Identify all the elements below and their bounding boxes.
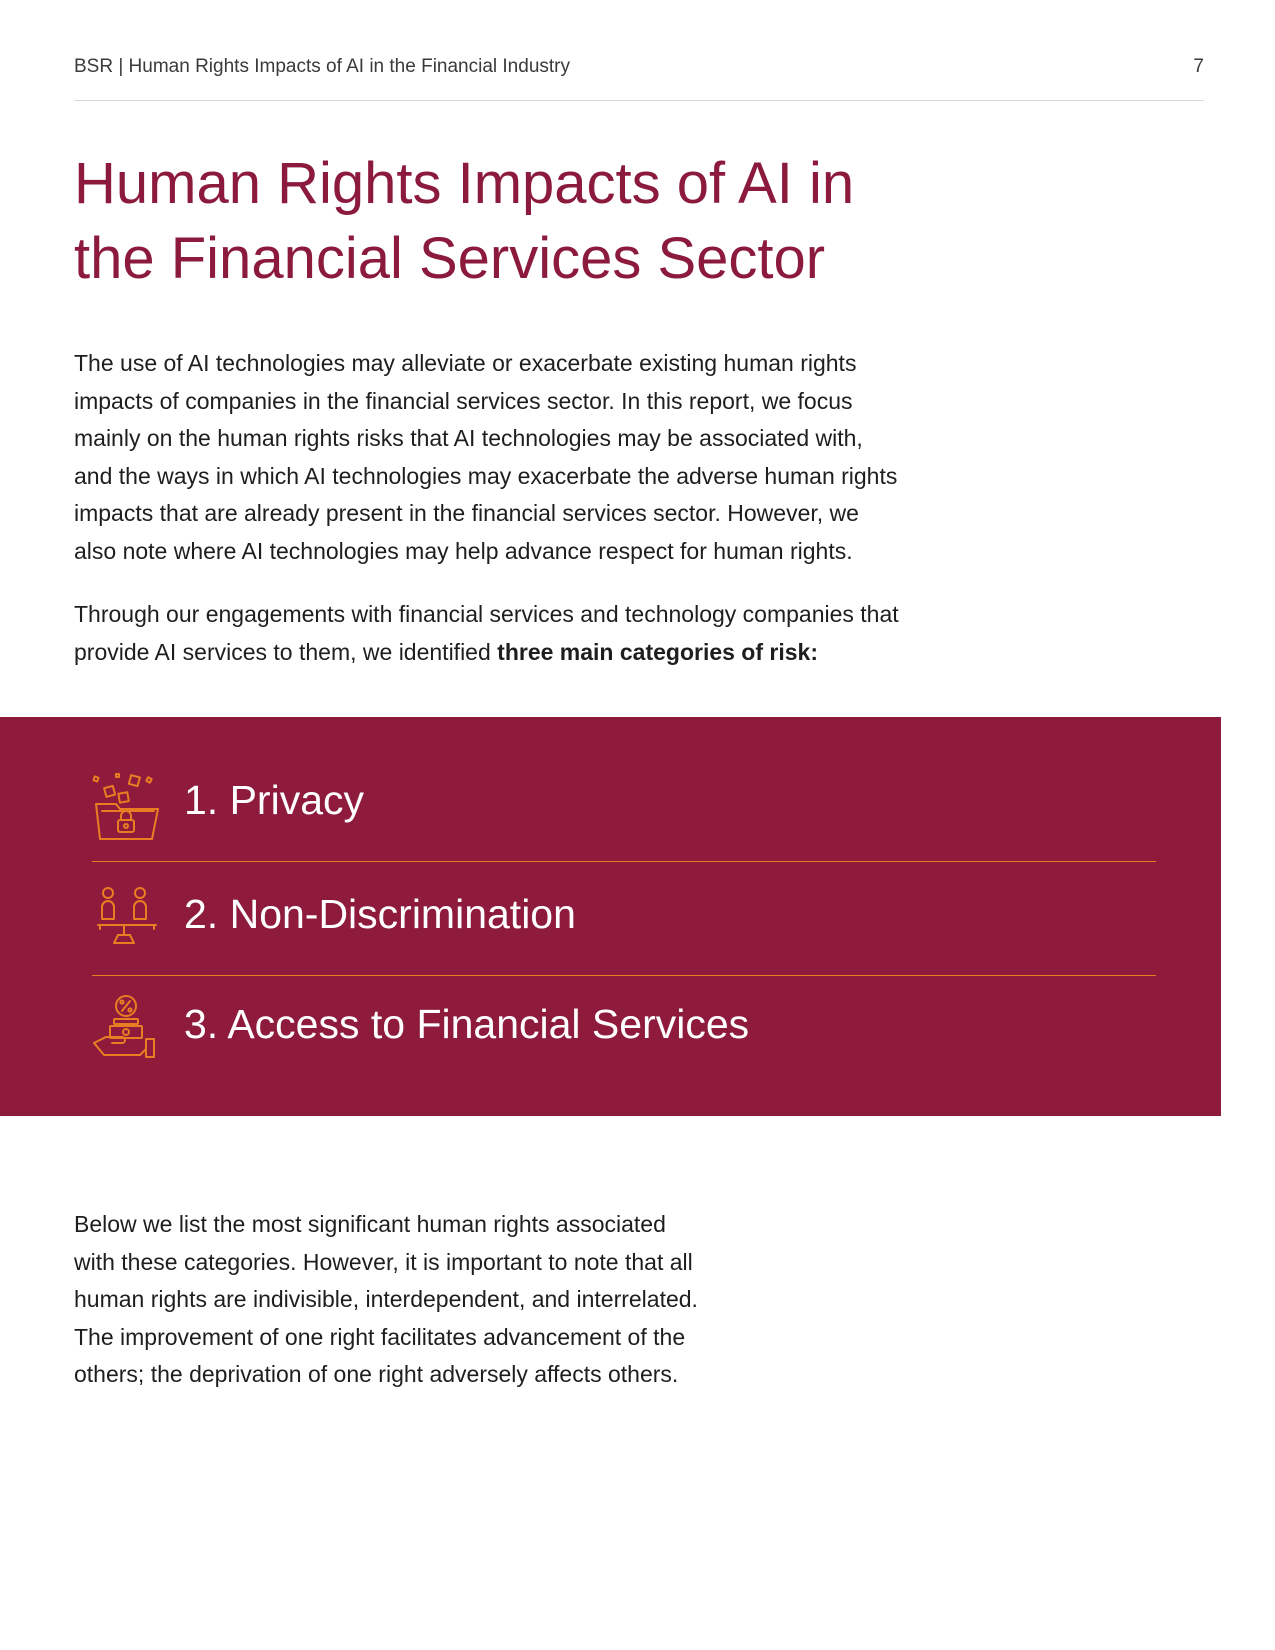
closing-line: The improvement of one right facilitates advancement of the	[74, 1323, 686, 1350]
risk-item-privacy	[92, 747, 1156, 862]
closing-line: others; the deprivation of one right adversely affects others.	[74, 1361, 679, 1387]
scale-people-icon	[92, 883, 162, 953]
risk-label-non-discrimination: 2. Non-Discrimination	[184, 891, 576, 937]
header-title: BSR | Human Rights Impacts of AI in the Financial Industry	[74, 56, 570, 77]
hand-money-icon	[92, 993, 162, 1063]
intro-line: and the ways in which AI technologies may exacerbate the adverse human rights	[74, 462, 898, 489]
intro-line: also note where AI technologies may help advance respect for human rights.	[74, 537, 853, 564]
closing-paragraph	[74, 1206, 1014, 1394]
engagement-prefix: provide AI services to them, we identified	[74, 638, 498, 665]
closing-line: Below we list the most significant human rights associated	[74, 1211, 666, 1237]
intro-line: impacts of companies in the financial services sector. In this report, we focus	[74, 387, 853, 414]
risk-label-access-financial-services: 3. Access to Financial Services	[184, 1001, 750, 1047]
intro-paragraph	[74, 345, 1014, 570]
risk-item-non-discrimination	[92, 861, 1156, 976]
privacy-folder-icon	[92, 773, 162, 843]
engagement-line-2	[74, 634, 1014, 672]
engagement-line-1: Through our engagements with financial services and technology companies that	[74, 601, 899, 627]
page-title-line-2: the Financial Services Sector	[74, 226, 826, 291]
intro-line: mainly on the human rights risks that AI technologies may be associated with,	[74, 425, 863, 451]
engagement-emphasis: three main categories of risk:	[497, 638, 818, 665]
page-header	[74, 52, 1204, 101]
intro-line: The use of AI technologies may alleviate or exacerbate existing human rights	[74, 350, 857, 376]
risk-label-privacy: 1. Privacy	[184, 777, 364, 823]
risk-categories-panel	[0, 717, 1221, 1116]
closing-line: human rights are indivisible, interdependent, and interrelated.	[74, 1286, 698, 1312]
page-number: 7	[1193, 56, 1204, 77]
risk-item-access-financial-services	[92, 975, 1156, 1089]
page-title-line-1: Human Rights Impacts of AI in	[74, 151, 855, 216]
page-title	[74, 146, 1074, 296]
engagement-paragraph	[74, 596, 1014, 671]
intro-line: impacts that are already present in the financial services sector. However, we	[74, 500, 859, 526]
closing-line: with these categories. However, it is important to note that all	[74, 1248, 693, 1275]
